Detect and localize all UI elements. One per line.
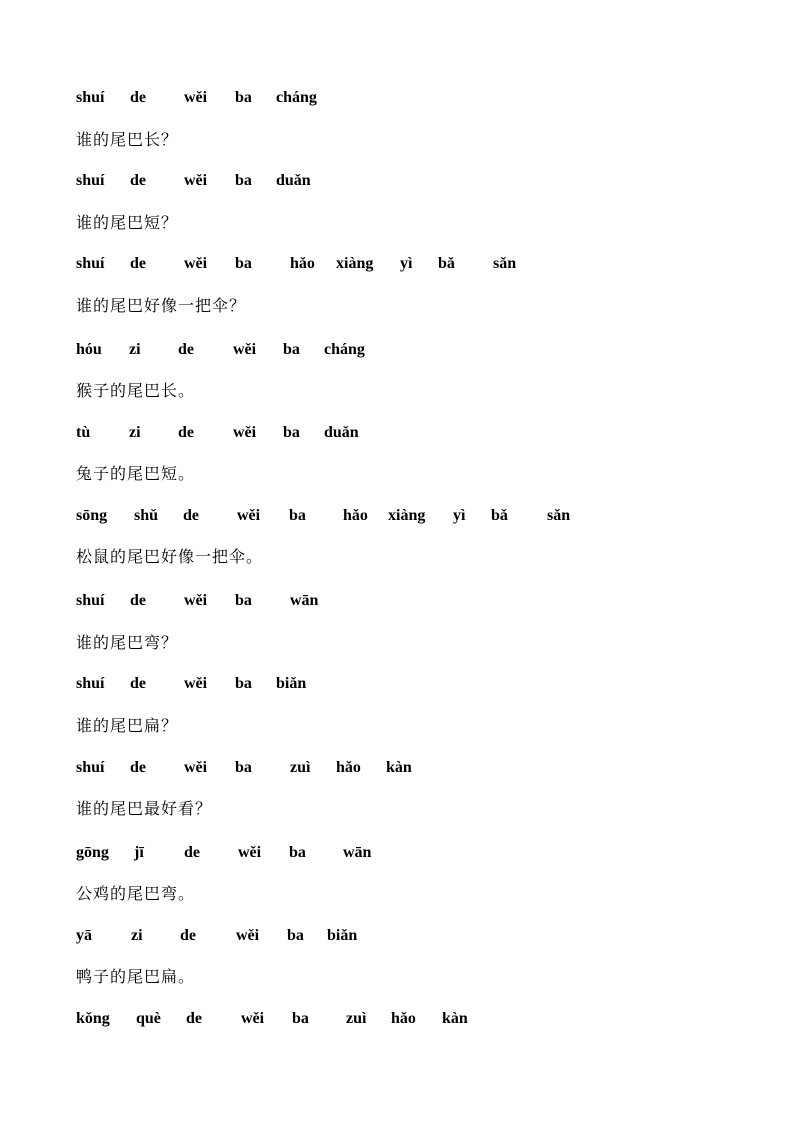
- pinyin-syllable: wěi: [241, 1010, 265, 1027]
- pinyin-syllable: ba: [292, 1010, 309, 1027]
- pinyin-syllable: de: [130, 89, 146, 106]
- pinyin-syllable: hǎo: [336, 759, 361, 776]
- pinyin-syllable: yì: [453, 507, 466, 524]
- pinyin-syllable: wěi: [184, 89, 208, 106]
- pinyin-syllable: wěi: [238, 844, 262, 861]
- pinyin-syllable: wěi: [236, 927, 260, 944]
- pinyin-syllable: wěi: [184, 255, 208, 272]
- hanzi-sentence: 谁的尾巴好像一把伞？: [76, 296, 247, 315]
- pinyin-syllable: zuì: [346, 1010, 367, 1027]
- hanzi-sentence: 谁的尾巴最好看？: [76, 799, 213, 818]
- pinyin-syllable: shuí: [76, 675, 105, 692]
- pinyin-syllable: hǎo: [290, 255, 315, 272]
- pinyin-syllable: ba: [283, 424, 300, 441]
- pinyin-syllable: ba: [289, 507, 306, 524]
- pinyin-syllable: wěi: [184, 675, 208, 692]
- pinyin-syllable: yì: [400, 255, 413, 272]
- pinyin-syllable: ba: [283, 341, 300, 358]
- hanzi-line: [0, 965, 794, 989]
- pinyin-syllable: wěi: [184, 759, 208, 776]
- pinyin-syllable: de: [183, 507, 199, 524]
- pinyin-syllable: biǎn: [327, 927, 358, 944]
- pinyin-syllable: duǎn: [276, 172, 311, 189]
- hanzi-line: [0, 882, 794, 906]
- pinyin-line: [0, 338, 794, 362]
- pinyin-syllable: de: [178, 341, 194, 358]
- hanzi-line: [0, 379, 794, 403]
- pinyin-syllable: hǎo: [391, 1010, 416, 1027]
- hanzi-line: [0, 631, 794, 655]
- pinyin-syllable: shǔ: [134, 507, 159, 524]
- pinyin-syllable: cháng: [324, 341, 365, 358]
- pinyin-syllable: biǎn: [276, 675, 307, 692]
- pinyin-syllable: gōng: [76, 844, 109, 861]
- pinyin-syllable: shuí: [76, 759, 105, 776]
- pinyin-syllable: shuí: [76, 255, 105, 272]
- pinyin-syllable: bǎ: [491, 507, 508, 524]
- pinyin-syllable: què: [136, 1010, 161, 1027]
- pinyin-syllable: wěi: [184, 592, 208, 609]
- pinyin-syllable: sǎn: [493, 255, 517, 272]
- pinyin-syllable: hóu: [76, 341, 102, 358]
- pinyin-syllable: de: [130, 172, 146, 189]
- pinyin-syllable: tù: [76, 424, 91, 441]
- hanzi-line: [0, 211, 794, 235]
- pinyin-syllable: zi: [129, 424, 141, 441]
- pinyin-syllable: shuí: [76, 592, 105, 609]
- pinyin-syllable: kàn: [386, 759, 412, 776]
- pinyin-syllable: shuí: [76, 89, 105, 106]
- pinyin-line: [0, 252, 794, 276]
- pinyin-syllable: ba: [235, 255, 252, 272]
- pinyin-line: [0, 672, 794, 696]
- pinyin-syllable: de: [178, 424, 194, 441]
- pinyin-line: [0, 589, 794, 613]
- hanzi-sentence: 谁的尾巴弯？: [76, 633, 179, 652]
- hanzi-sentence: 谁的尾巴长？: [76, 130, 179, 149]
- pinyin-syllable: wěi: [237, 507, 261, 524]
- pinyin-syllable: jī: [134, 844, 144, 861]
- hanzi-sentence: 松鼠的尾巴好像一把伞。: [76, 547, 264, 566]
- pinyin-syllable: bǎ: [438, 255, 455, 272]
- pinyin-syllable: duǎn: [324, 424, 359, 441]
- pinyin-syllable: sōng: [76, 507, 108, 524]
- pinyin-syllable: ba: [235, 89, 252, 106]
- pinyin-syllable: wěi: [233, 341, 257, 358]
- hanzi-sentence: 鸭子的尾巴扁。: [76, 967, 196, 986]
- pinyin-syllable: de: [184, 844, 200, 861]
- pinyin-syllable: ba: [235, 592, 252, 609]
- pinyin-syllable: shuí: [76, 172, 105, 189]
- pinyin-syllable: de: [130, 675, 146, 692]
- pinyin-syllable: wān: [343, 844, 372, 861]
- pinyin-line: [0, 169, 794, 193]
- pinyin-line: [0, 756, 794, 780]
- hanzi-line: [0, 294, 794, 318]
- pinyin-line: [0, 504, 794, 528]
- pinyin-syllable: wěi: [233, 424, 257, 441]
- pinyin-syllable: hǎo: [343, 507, 368, 524]
- pinyin-syllable: zi: [131, 927, 143, 944]
- pinyin-syllable: sǎn: [547, 507, 571, 524]
- hanzi-line: [0, 545, 794, 569]
- hanzi-line: [0, 128, 794, 152]
- hanzi-sentence: 公鸡的尾巴弯。: [76, 884, 196, 903]
- pinyin-syllable: cháng: [276, 89, 317, 106]
- pinyin-syllable: xiàng: [336, 255, 374, 272]
- pinyin-syllable: ba: [235, 759, 252, 776]
- hanzi-line: [0, 797, 794, 821]
- pinyin-syllable: de: [186, 1010, 202, 1027]
- pinyin-syllable: yā: [76, 927, 92, 944]
- pinyin-line: [0, 421, 794, 445]
- pinyin-syllable: kàn: [442, 1010, 468, 1027]
- hanzi-line: [0, 714, 794, 738]
- pinyin-syllable: de: [130, 255, 146, 272]
- pinyin-syllable: xiàng: [388, 507, 426, 524]
- pinyin-line: [0, 1007, 794, 1031]
- hanzi-sentence: 谁的尾巴扁？: [76, 716, 179, 735]
- pinyin-syllable: kǒng: [76, 1010, 110, 1027]
- pinyin-syllable: de: [130, 759, 146, 776]
- pinyin-syllable: de: [130, 592, 146, 609]
- pinyin-syllable: ba: [235, 172, 252, 189]
- pinyin-syllable: wān: [290, 592, 319, 609]
- pinyin-line: [0, 924, 794, 948]
- pinyin-syllable: zuì: [290, 759, 311, 776]
- pinyin-syllable: ba: [289, 844, 306, 861]
- pinyin-syllable: zi: [129, 341, 141, 358]
- hanzi-sentence: 兔子的尾巴短。: [76, 464, 196, 483]
- pinyin-line: [0, 86, 794, 110]
- hanzi-sentence: 谁的尾巴短？: [76, 213, 179, 232]
- hanzi-line: [0, 462, 794, 486]
- hanzi-sentence: 猴子的尾巴长。: [76, 381, 196, 400]
- pinyin-syllable: de: [180, 927, 196, 944]
- pinyin-line: [0, 841, 794, 865]
- pinyin-syllable: wěi: [184, 172, 208, 189]
- pinyin-syllable: ba: [235, 675, 252, 692]
- pinyin-syllable: ba: [287, 927, 304, 944]
